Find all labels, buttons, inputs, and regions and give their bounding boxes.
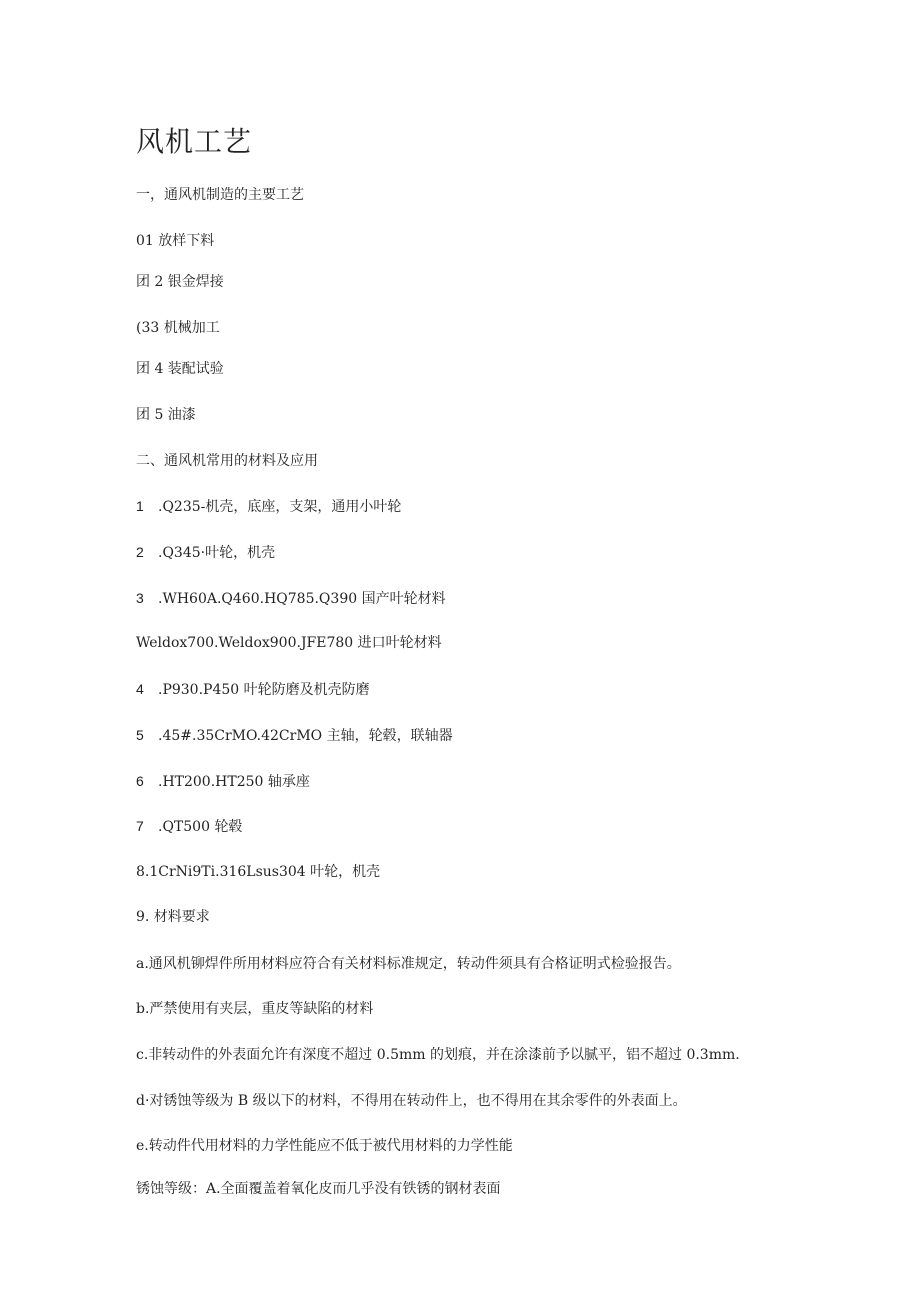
requirement-c: c.非转动件的外表面允许有深度不超过 0.5mm 的划痕，并在涂漆前予以腻平，铝不超过 0.3mm.	[136, 1047, 740, 1063]
material-item-4	[136, 679, 370, 700]
requirement-b: b.严禁使用有夹层，重皮等缺陷的材料	[136, 1001, 374, 1017]
requirement-e: e.转动件代用材料的力学性能应不低于被代用材料的力学性能	[136, 1138, 513, 1154]
material-item-1	[136, 496, 401, 517]
process-item-1: 01 放样下料	[136, 233, 215, 249]
material-number: 4	[136, 681, 144, 697]
material-text: .45#.35CrMO.42CrMO 主轴，轮毂，联轴器	[158, 728, 453, 744]
material-item-2	[136, 542, 275, 563]
material-item-5	[136, 725, 453, 746]
material-item-7	[136, 816, 242, 837]
material-number: 3	[136, 590, 144, 606]
requirement-d: d·对锈蚀等级为 B 级以下的材料，不得用在转动件上，也不得用在其余零件的外表面上。	[136, 1093, 687, 1109]
process-item-3: (33 机械加工	[136, 320, 220, 336]
material-text: .HT200.HT250 轴承座	[158, 774, 310, 790]
requirements-heading: 9. 材料要求	[136, 909, 210, 925]
section1-heading: 一，通风机制造的主要工艺	[136, 187, 304, 203]
material-text: .Q235-机壳，底座，支架，通用小叶轮	[158, 499, 402, 515]
material-text: .QT500 轮毂	[158, 819, 243, 835]
material-number: 7	[136, 818, 144, 834]
material-item-6	[136, 771, 310, 792]
process-item-4: 团 4 装配试验	[136, 361, 224, 377]
document-title: 风机工艺	[136, 125, 253, 158]
material-item-imported	[136, 633, 442, 653]
material-text: .WH60A.Q460.HQ785.Q390 国产叶轮材料	[158, 591, 446, 607]
section2-heading: 二、通风机常用的材料及应用	[136, 453, 318, 469]
material-text: .Q345·叶轮，机壳	[158, 545, 276, 561]
material-number: 2	[136, 544, 144, 560]
material-number: 1	[136, 498, 144, 514]
rust-grade-line: 锈蚀等级：A.全面覆盖着氧化皮而几乎没有铁锈的钢材表面	[136, 1181, 501, 1197]
material-number: 5	[136, 727, 144, 743]
process-item-2: 团 2 银金焊接	[136, 274, 224, 290]
material-text: 8.1CrNi9Ti.316Lsus304 叶轮，机壳	[136, 864, 381, 880]
material-text: .P930.P450 叶轮防磨及机壳防磨	[158, 682, 370, 698]
process-item-5: 团 5 油漆	[136, 407, 196, 423]
material-text: Weldox700.Weldox900.JFE780 进口叶轮材料	[136, 635, 442, 651]
material-item-3	[136, 588, 446, 609]
requirement-a: a.通风机铆焊件所用材料应符合有关材料标准规定，转动件须具有合格证明式检验报告。	[136, 956, 681, 972]
material-number: 6	[136, 773, 144, 789]
material-item-8	[136, 862, 380, 882]
